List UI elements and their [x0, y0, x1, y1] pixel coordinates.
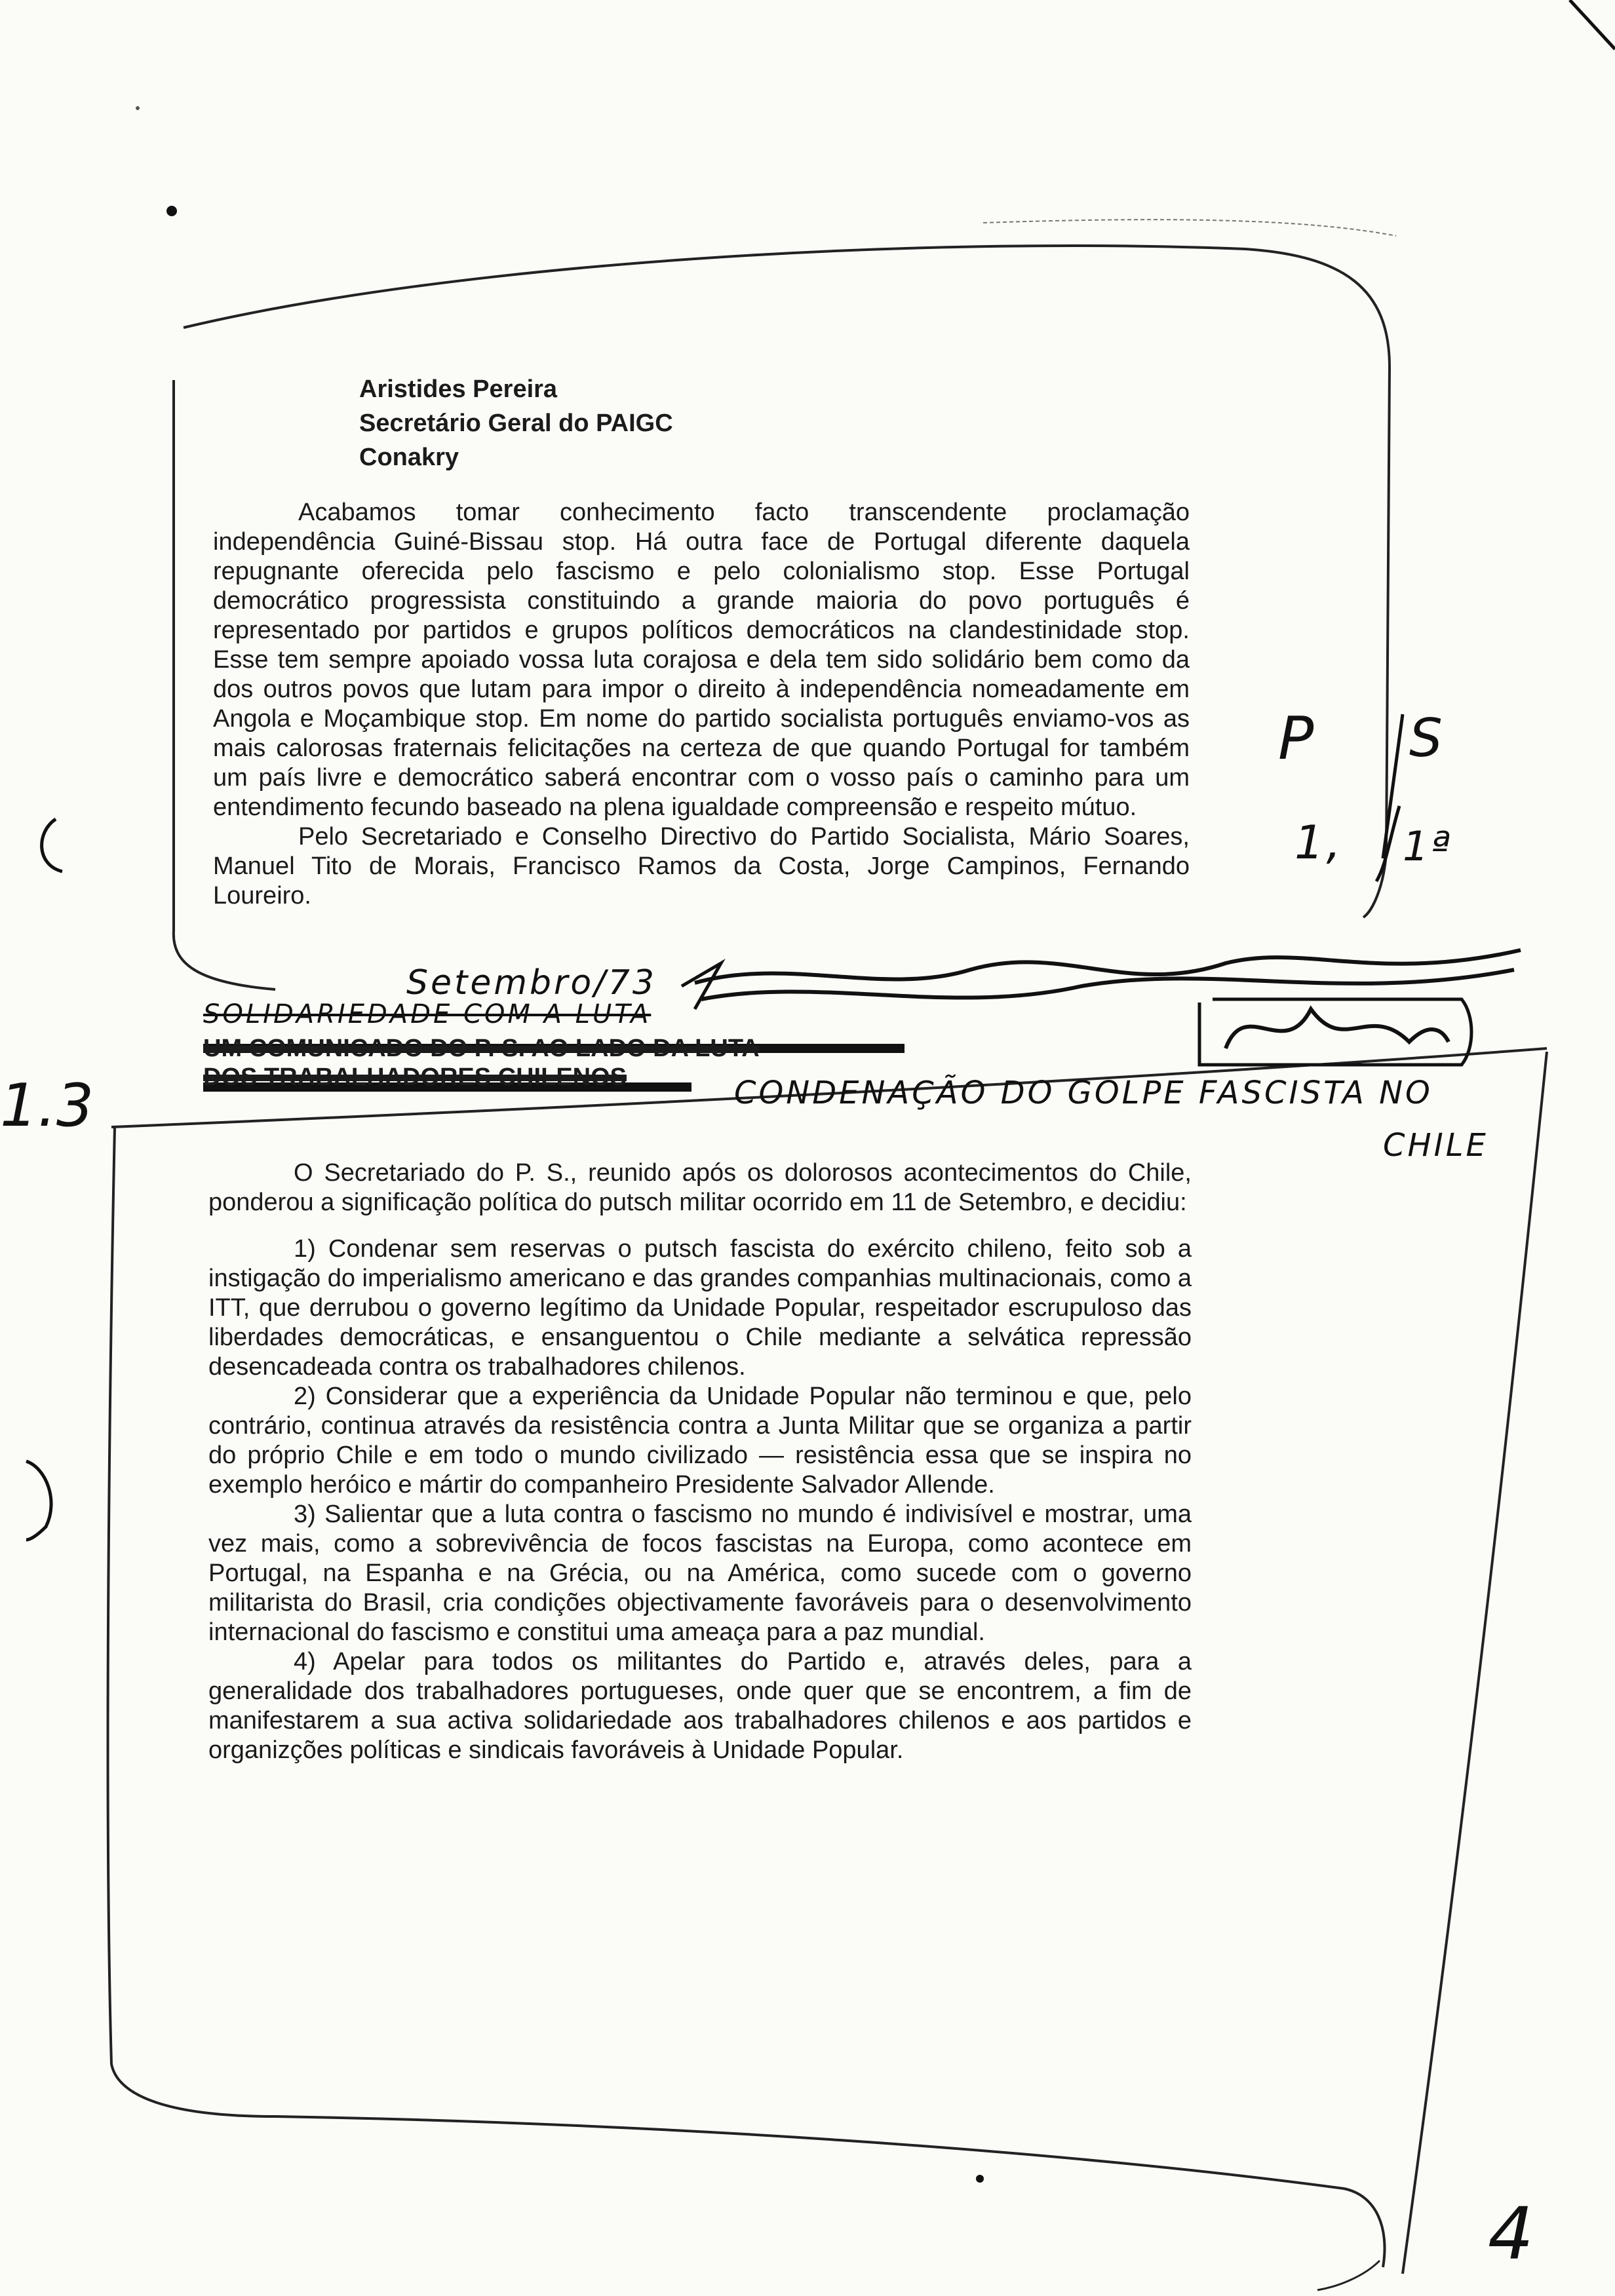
handwritten-heading-line2: CONDENAÇÃO DO GOLPE FASCISTA NO: [734, 1075, 1433, 1111]
handwritten-date: Setembro/73: [406, 963, 657, 1003]
letter-body: [213, 498, 1190, 911]
letter-paragraph: Acabamos tomar conhecimento facto transcendente proclamação independência Guiné-Bissau stop. Há outra face de Portugal diferente daquela repugnante oferecida pelo fascismo e pelo colonialismo stop. Esse Portugal democrático progressista constituindo a grande maioria do povo português é representado por partidos e grupos políticos democráticos na clandestinidade stop. Esse tem sempre apoiado vossa luta corajosa e dela tem sido solidário bem como da dos outros povos que lutam para impor o direito à independência nomeadamente em Angola e Moçambique stop. Em nome do partido socialista português enviamo-vos as mais calorosas fraternais felicitações na certeza de que quando Portugal for também um país livre e democrático saberá encontrar com o vosso país o caminho para um entendimento fecundo baseado na plena igualdade compreensão e respeito mútuo.: [213, 499, 1190, 821]
margin-note-1: 1,: [1294, 816, 1344, 870]
margin-note-s: S: [1409, 708, 1445, 769]
letter-signatories: Pelo Secretariado e Conselho Directivo do Partido Socialista, Mário Soares, Manuel Tito de Morais, Francisco Ramos da Costa, Jorge Campinos, Fernando Loureiro.: [213, 823, 1190, 909]
address-city: Conakry: [359, 444, 459, 471]
margin-note-1a: 1ª: [1403, 822, 1453, 870]
struck-heading-line: DOS TRABALHADORES CHILENOS: [203, 1063, 627, 1091]
struck-heading-line: UM COMUNICADO DO P. S. AO LADO DA LUTA: [203, 1035, 760, 1062]
address-name: Aristides Pereira: [359, 375, 558, 403]
handwritten-heading-line1: SOLIDARIEDADE COM A LUTA: [203, 999, 652, 1029]
page-number: 4: [1488, 2192, 1534, 2276]
communique-point: 3) Salientar que a luta contra o fascismo no mundo é indivisível e mostrar, uma vez mais, como a sobrevivência de focos fascistas na Europa, como acontece em Portugal, na Espanha e na Grécia, ou na América, como sucede com o governo militarista do Brasil, cria condições objectivamente favoráveis para o desenvolvimento internacional do fascismo e constitui uma ameaça para a paz mundial.: [208, 1501, 1192, 1646]
handwritten-heading-line3: CHILE: [1383, 1127, 1489, 1164]
communique-point: 2) Considerar que a experiência da Unidade Popular não terminou e que, pelo contrário, continua através da resistência contra a Junta Militar que se organiza a partir do próprio Chile e em todo o mundo civilizado — resistência essa que se inspira no exemplo heróico e mártir do companheiro Presidente Salvador Allende.: [208, 1383, 1192, 1499]
margin-note-p: P: [1278, 704, 1317, 773]
communique-point: 4) Apelar para todos os militantes do Partido e, através deles, para a generalidade dos trabalhadores portugueses, onde quer que se encontrem, a fim de manifestarem a sua activa solidariedade aos trabalhadores chilenos e aos partidos e organizções políticas e sindicais favoráveis à Unidade Popular.: [208, 1648, 1192, 1764]
communique-point: 1) Condenar sem reservas o putsch fascista do exército chileno, feito sob a instigação do imperialismo americano e das grandes companhias multinacionais, como a ITT, que derrubou o governo legítimo da Unidade Popular, respeitador escrupuloso das liberdades democráticas, e ensanguentou o Chile mediante a selvática repressão desencadeada contra os trabalhadores chilenos.: [208, 1235, 1192, 1381]
address-title: Secretário Geral do PAIGC: [359, 410, 673, 437]
communique-intro: O Secretariado do P. S., reunido após os dolorosos acontecimentos do Chile, ponderou a significação política do putsch militar ocorrido em 11 de Setembro, e decidiu:: [208, 1159, 1192, 1216]
address-block: [359, 372, 1146, 474]
communique-body: [208, 1158, 1192, 1765]
margin-note-13: 1.3: [0, 1071, 94, 1140]
